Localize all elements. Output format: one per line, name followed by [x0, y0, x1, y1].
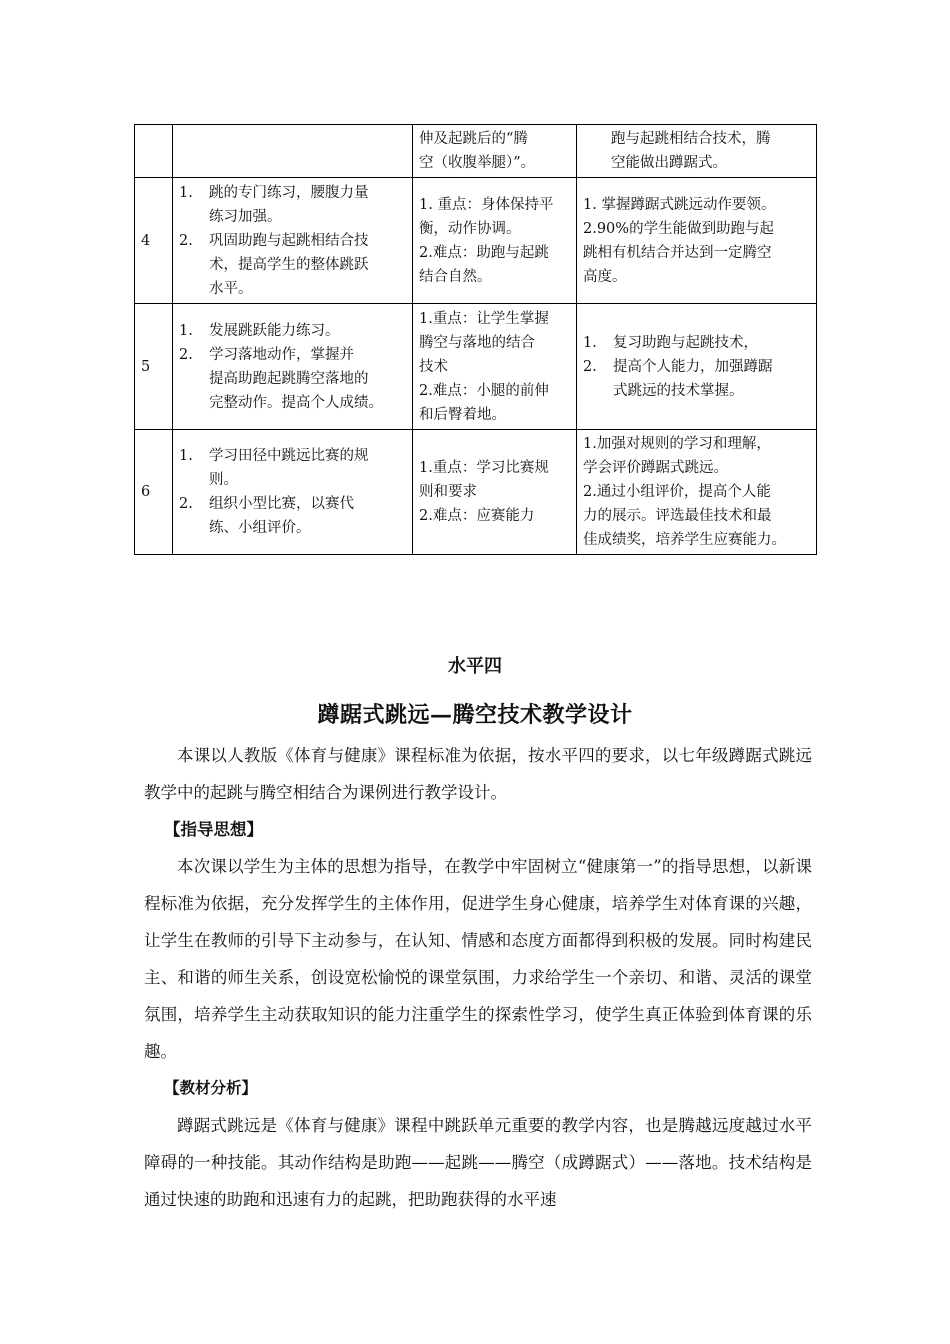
- section-heading-guiding-ideas: 【指导思想】: [164, 820, 263, 839]
- cell-line: 1.重点：让学生掌握: [419, 310, 549, 327]
- lesson-number-cell: [135, 125, 173, 178]
- list-item: [583, 355, 810, 403]
- cell-line: 衡，动作协调。: [419, 220, 521, 237]
- cell-line: 学习田径中跳远比赛的规: [209, 448, 369, 464]
- list-number: 2.: [583, 358, 597, 375]
- lesson-number-cell: 4: [135, 178, 173, 304]
- list-number: 1.: [179, 184, 193, 201]
- lesson-number-cell: 5: [135, 304, 173, 430]
- cell-line: 则。: [209, 472, 238, 488]
- cell-line: 术，提高学生的整体跳跃: [209, 256, 369, 273]
- cell-line: 练、小组评价。: [209, 520, 311, 536]
- cell-line: 学习落地动作，掌握并: [209, 346, 354, 363]
- cell-line: 空（收腹举腿）”。: [419, 155, 536, 171]
- key-points-cell: [413, 304, 577, 430]
- list-item: [179, 492, 406, 540]
- list-number: 2.: [179, 496, 193, 512]
- cell-line: 力的展示。评选最佳技术和最: [583, 508, 772, 524]
- lesson-number-cell: 6: [135, 430, 173, 555]
- cell-line: 腾空与落地的结合: [419, 334, 535, 351]
- list-number: 2.: [179, 232, 193, 249]
- cell-line: 1. 掌握蹲踞式跳远动作要领。: [583, 196, 776, 213]
- cell-line: 2.难点：应赛能力: [419, 508, 535, 524]
- list-item: [179, 319, 406, 343]
- cell-line: 结合自然。: [419, 268, 492, 285]
- cell-line: 空能做出蹲踞式。: [611, 155, 727, 171]
- section-heading-material-analysis: 【教材分析】: [164, 1079, 258, 1097]
- cell-line: 伸及起跳后的“腾: [419, 131, 528, 147]
- content-cell: [173, 430, 413, 555]
- cell-line: 学会评价蹲踞式跳远。: [583, 460, 728, 476]
- intro-paragraph: 本课以人教版《体育与健康》课程标准为依据，按水平四的要求，以七年级蹲踞式跳远教学中的起跳与腾空相结合为课例进行教学设计。: [144, 746, 812, 802]
- list-item: [179, 229, 406, 301]
- table-row: [135, 125, 817, 178]
- key-points-cell: [413, 178, 577, 304]
- content-cell: [173, 125, 413, 178]
- content-cell: [173, 304, 413, 430]
- material-analysis-paragraph: 蹲踞式跳远是《体育与健康》课程中跳跃单元重要的教学内容，也是腾越远度越过水平障碍的一种技能。其动作结构是助跑——起跳——腾空（成蹲踞式）——落地。技术结构是通过快速的助跑和迅速有力的起跳，把助跑获得的水平速: [144, 1116, 812, 1209]
- cell-line: 1.重点：学习比赛规: [419, 460, 549, 476]
- table-row: [135, 430, 817, 555]
- cell-line: 技术: [419, 358, 448, 375]
- goals-cell: [577, 304, 817, 430]
- cell-line: 跳相有机结合并达到一定腾空: [583, 244, 772, 261]
- cell-line: 提高个人能力，加强蹲踞: [613, 358, 773, 375]
- cell-line: 2.难点：小腿的前伸: [419, 382, 549, 399]
- cell-line: 高度。: [583, 268, 627, 285]
- cell-line: 发展跳跃能力练习。: [209, 322, 340, 339]
- cell-line: 练习加强。: [209, 208, 282, 225]
- cell-line: 和后臀着地。: [419, 406, 506, 423]
- cell-line: 1. 重点：身体保持平: [419, 196, 554, 213]
- list-item: [583, 331, 810, 355]
- goals-cell: [577, 125, 817, 178]
- list-item: [179, 343, 406, 415]
- lesson-plan-table: [134, 124, 817, 555]
- content-cell: [173, 178, 413, 304]
- cell-line: 提高助跑起跳腾空落地的: [209, 370, 369, 387]
- cell-line: 水平。: [209, 280, 253, 297]
- goals-cell: [577, 178, 817, 304]
- key-points-cell: [413, 125, 577, 178]
- table-row: [135, 178, 817, 304]
- cell-line: 跳的专门练习，腰腹力量: [209, 184, 369, 201]
- list-item: [179, 181, 406, 229]
- cell-line: 式跳远的技术掌握。: [613, 382, 744, 399]
- cell-line: 复习助跑与起跳技术，: [613, 334, 758, 351]
- list-item: [179, 444, 406, 492]
- cell-line: 2.难点：助跑与起跳: [419, 244, 549, 261]
- cell-line: 2.通过小组评价，提高个人能: [583, 484, 771, 500]
- page-title: 蹲踞式跳远—腾空技术教学设计: [317, 702, 633, 728]
- table-row: [135, 304, 817, 430]
- cell-line: 则和要求: [419, 484, 477, 500]
- list-number: 2.: [179, 346, 193, 363]
- cell-line: 2.90%的学生能做到助跑与起: [583, 220, 775, 237]
- cell-line: 巩固助跑与起跳相结合技: [209, 232, 369, 249]
- guiding-ideas-paragraph: 本次课以学生为主体的思想为指导，在教学中牢固树立“健康第一”的指导思想，以新课程标准为依据，充分发挥学生的主体作用，促进学生身心健康，培养学生对体育课的兴趣，让学生在教师的引导下主动参与，在认知、情感和态度方面都得到积极的发展。同时构建民主、和谐的师生关系，创设宽松愉悦的课堂氛围，力求给学生一个亲切、和谐、灵活的课堂氛围，培养学生主动获取知识的能力注重学生的探索性学习，使学生真正体验到体育课的乐趣。: [144, 857, 812, 1061]
- goals-cell: [577, 430, 817, 555]
- list-number: 1.: [583, 334, 597, 351]
- cell-line: 佳成绩奖，培养学生应赛能力。: [583, 532, 786, 548]
- list-number: 1.: [179, 448, 193, 464]
- cell-line: 完整动作。提高个人成绩。: [209, 394, 383, 411]
- document-body: [144, 737, 812, 1218]
- cell-line: 跑与起跳相结合技术，腾: [611, 131, 771, 147]
- cell-line: 1.加强对规则的学习和理解，: [583, 436, 771, 452]
- list-number: 1.: [179, 322, 193, 339]
- key-points-cell: [413, 430, 577, 555]
- level-heading: 水平四: [448, 656, 502, 677]
- cell-line: 组织小型比赛，以赛代: [209, 496, 354, 512]
